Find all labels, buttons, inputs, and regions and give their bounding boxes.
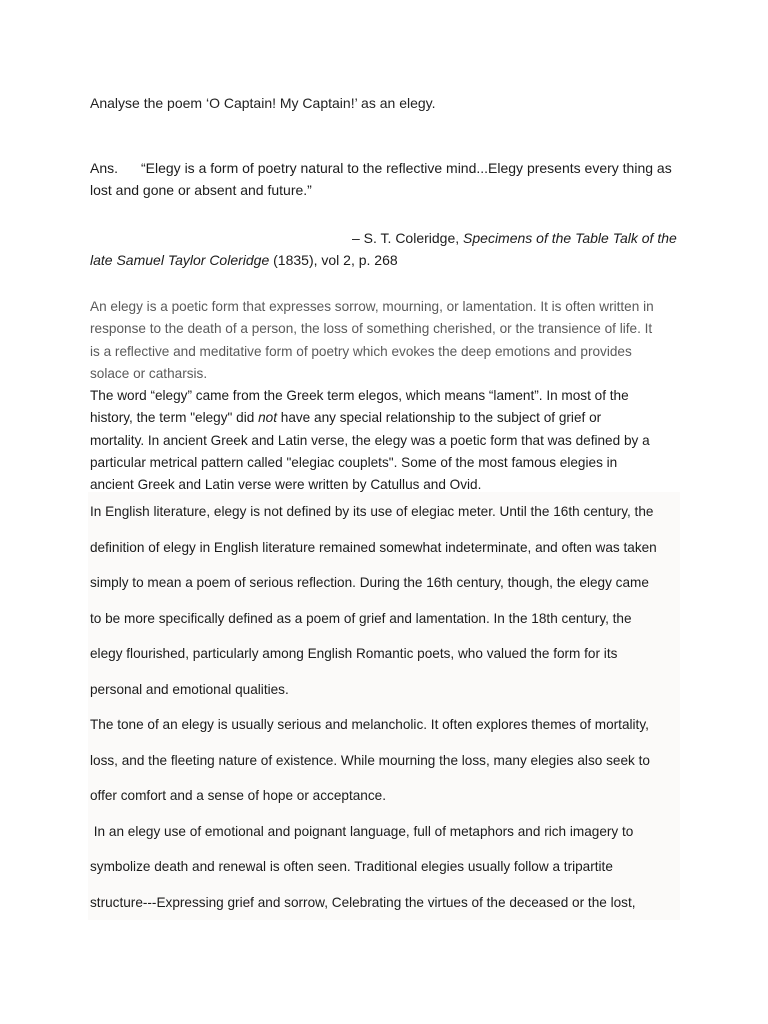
question-heading: Analyse the poem ‘O Captain! My Captain!’ as an elegy. <box>90 95 436 111</box>
paragraph-line: An elegy is a poetic form that expresses sorrow, mourning, or lamentation. It is often written in <box>90 299 654 314</box>
paragraph-line: mortality. In ancient Greek and Latin verse, the elegy was a poetic form that was defined by a <box>90 432 650 448</box>
paragraph-line: structure---Expressing grief and sorrow, Celebrating the virtues of the deceased or the lost, <box>90 894 636 910</box>
paragraph-line: The word “elegy” came from the Greek term elegos, which means “lament”. In most of the <box>90 388 629 403</box>
intro-paragraph <box>90 296 680 385</box>
attribution-title-part2: late Samuel Taylor Coleridge <box>90 252 270 268</box>
paragraph-line: loss, and the fleeting nature of existence. While mourning the loss, many elegies also seek to <box>90 752 650 768</box>
paragraph-line: The tone of an elegy is usually serious and melancholic. It often explores themes of mortality, <box>90 717 649 732</box>
epigraph-quote-line2: lost and gone or absent and future.” <box>90 182 312 198</box>
paragraph-line: solace or catharsis. <box>90 365 208 381</box>
word-origin-paragraph <box>90 385 680 496</box>
paragraph-line: personal and emotional qualities. <box>90 681 289 697</box>
paragraph-line: In English literature, elegy is not defined by its use of elegiac meter. Until the 16th century, the <box>90 504 654 519</box>
paragraph-line: offer comfort and a sense of hope or acceptance. <box>90 788 386 803</box>
attribution-author: – S. T. Coleridge, <box>352 230 464 246</box>
paragraph-line: symbolize death and renewal is often seen. Traditional elegies usually follow a tripartite <box>90 859 613 874</box>
epigraph-attribution <box>90 227 680 271</box>
paragraph-line: response to the death of a person, the loss of something cherished, or the transience of life. It <box>90 321 653 337</box>
paragraph-line: simply to mean a poem of serious reflection. During the 16th century, though, the elegy came <box>90 575 649 590</box>
attribution-source: (1835), vol 2, p. 268 <box>269 252 398 268</box>
paragraph-line: In an elegy use of emotional and poignant language, full of metaphors and rich imagery to <box>90 823 634 839</box>
paragraph-line: to be more specifically defined as a poem of grief and lamentation. In the 18th century, the <box>90 610 632 626</box>
epigraph-quote-line1: “Elegy is a form of poetry natural to the reflective mind...Elegy presents every thing as <box>141 160 672 176</box>
attribution-title-part1: Specimens of the Table Talk of the <box>463 230 677 246</box>
paragraph-line: definition of elegy in English literature remained somewhat indeterminate, and often was taken <box>90 539 657 555</box>
answer-label: Ans. <box>90 160 119 176</box>
paragraph-line: ancient Greek and Latin verse were written by Catullus and Ovid. <box>90 477 482 493</box>
paragraph-line: history, the term "elegy" did not have any special relationship to the subject of grief or <box>90 410 602 426</box>
paragraph-line: elegy flourished, particularly among English Romantic poets, who valued the form for its <box>90 646 618 661</box>
paragraph-line: is a reflective and meditative form of poetry which evokes the deep emotions and provides <box>90 343 632 359</box>
paragraph-line: particular metrical pattern called "elegiac couplets". Some of the most famous elegies in <box>90 454 618 470</box>
emphasis-not: not <box>258 410 277 426</box>
english-literature-section <box>90 494 680 920</box>
